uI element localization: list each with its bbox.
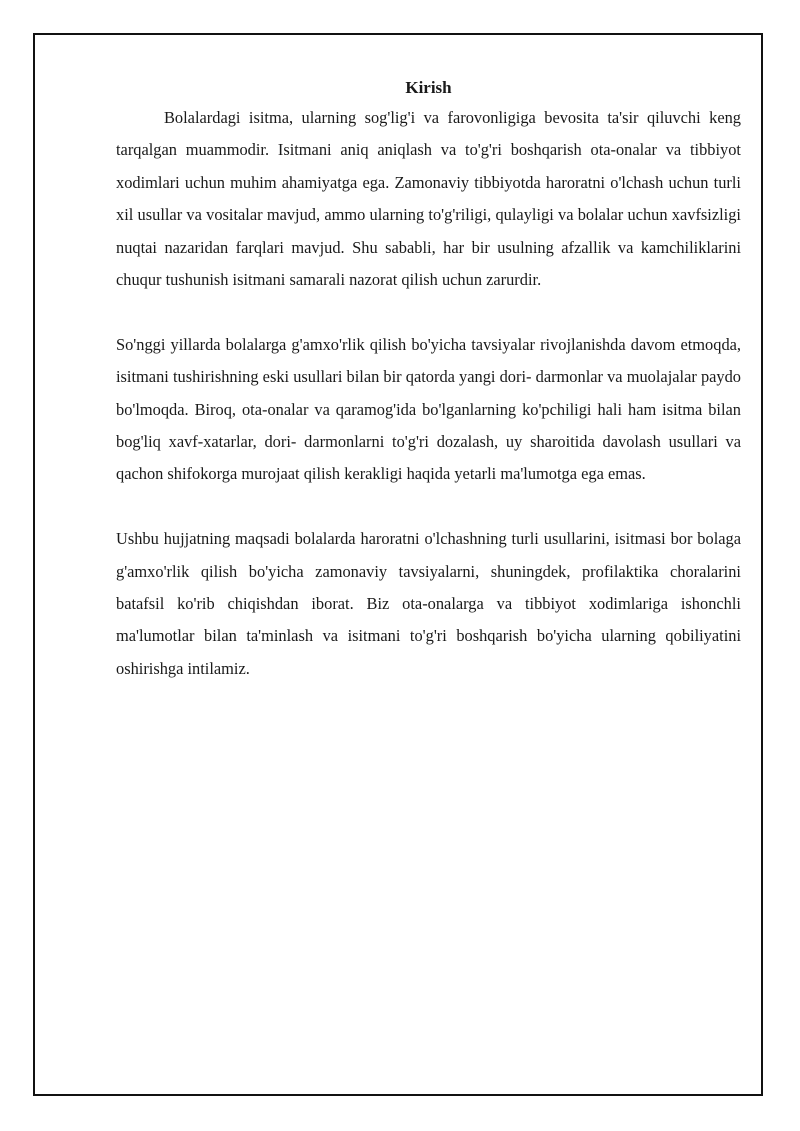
paragraph-3 <box>116 523 741 685</box>
paragraph-1 <box>116 102 741 296</box>
paragraph-line: keng tarqalgan muammodir. Isitmani aniq aniqlash va to'g'ri boshqarish ota-onalar <box>116 108 741 160</box>
paragraph-line: Bolalardagi isitma, ularning sog'lig'i va farovonligiga bevosita ta'sir qiluvchi <box>164 108 701 127</box>
document-body <box>116 74 741 685</box>
paragraph-line: Ushbu hujjatning maqsadi bolalarda haroratni o'lchashning turli usullarini, isitmasi <box>116 529 666 549</box>
paragraph-line: Shu sababli, har bir usulning afzallik va kamchiliklarini chuqur tushunish isitmani <box>116 237 742 290</box>
paragraph-line: darmonlarni to'g'ri dozalash, uy sharoitida davolash usullari va qachon shifokorga <box>116 432 742 484</box>
paragraph-line: So'nggi yillarda bolalarga g'amxo'rlik qilish bo'yicha tavsiyalar rivojlanishda <box>116 334 626 354</box>
paragraph-line: boshqarish bo'yicha ularning qobiliyatini oshirishga intilamiz. <box>116 626 741 678</box>
paragraph-gap <box>116 491 741 523</box>
paragraph-line: davom etmoqda, isitmani tushirishning eski usullari bilan bir qatorda yangi dori- <box>116 334 742 387</box>
paragraph-2 <box>116 329 741 491</box>
document-title: Kirish <box>405 78 452 97</box>
paragraph-gap <box>116 296 741 328</box>
paragraph-line: bo'lganlarning ko'pchiligi hali ham isitma bilan bog'liq xavf-xatarlar, dori- <box>116 399 741 452</box>
paragraph-line: murojaat qilish kerakligi haqida yetarli ma'lumotga ega emas. <box>241 464 646 484</box>
paragraph-line: haroratni o'lchash uchun turli xil usullar va vositalar mavjud, ammo ularning <box>116 172 741 225</box>
paragraph-line: darmonlar va muolajalar paydo bo'lmoqda. Biroq, ota-onalar va qaramog'ida <box>116 367 741 419</box>
paragraph-line: samarali nazorat qilish uchun zarurdir. <box>289 270 542 290</box>
paragraph-line: bor bolaga g'amxo'rlik qilish bo'yicha zamonaviy tavsiyalarni, shuningdek, <box>116 529 741 581</box>
paragraph-line: to'g'riligi, qulayligi va bolalar uchun xavfsizligi nuqtai nazaridan farqlari mavjud. <box>116 205 741 257</box>
paragraph-line: tibbiyot xodimlariga ishonchli ma'lumotlar bilan ta'minlash va isitmani to'g'ri <box>116 594 741 646</box>
paragraph-line: profilaktika choralarini batafsil ko'rib chiqishdan iborat. Biz ota-onalarga va <box>116 561 741 614</box>
paragraph-line: va tibbiyot xodimlari uchun muhim ahamiyatga ega. Zamonaviy tibbiyotda <box>116 140 741 192</box>
